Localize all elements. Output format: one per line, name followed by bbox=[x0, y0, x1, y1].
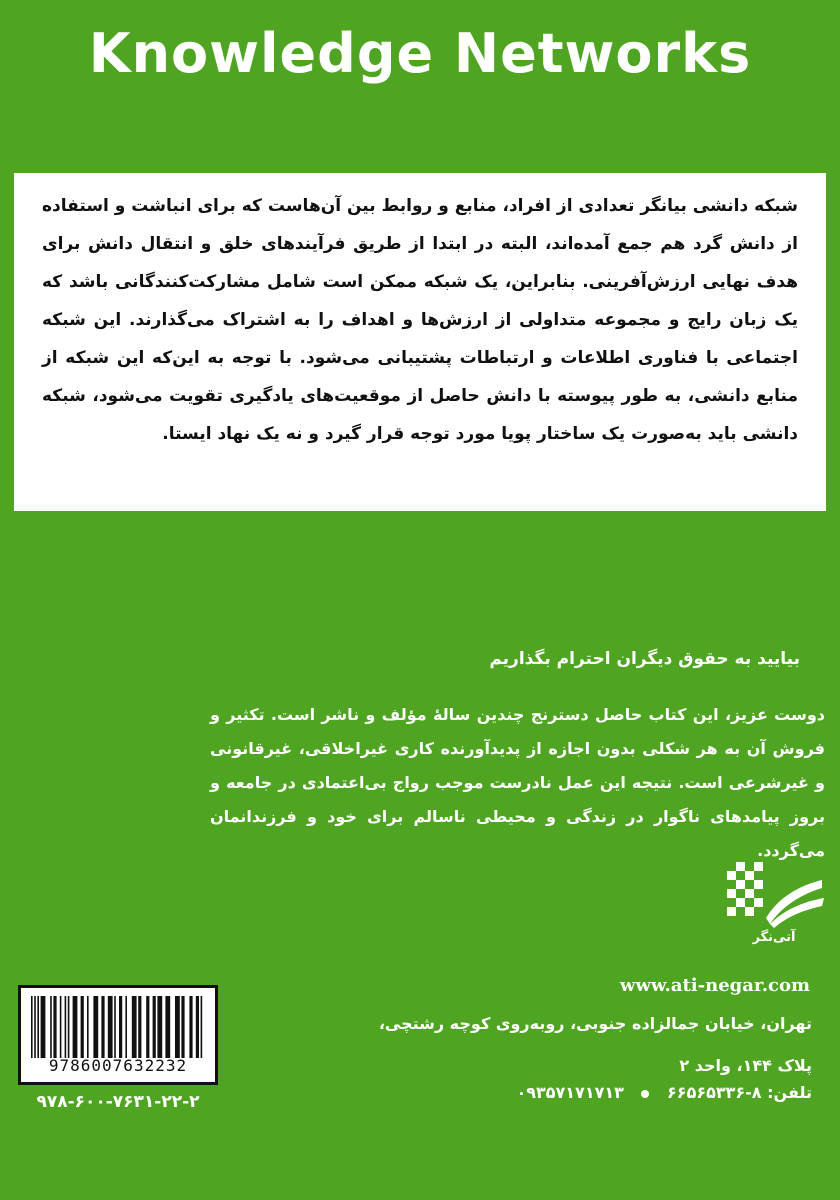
summary-text: شبکه دانشی بیانگر تعدادی از افراد، منابع و روابط بین آن‌هاست که برای انباشت و استفاده از دانش گرد هم جمع آمده‌اند، البته در ابتدا از طریق فرآیندهای خلق و انتقال دانش برای هدف نهایی ارزش‌آفرینی. بنابراین، یک شبکه ممکن است شامل مشارکت‌کنندگانی باشد که یک زبان رایج و مجموعه متداولی از ارزش‌ها و اهداف را به اشتراک می‌گذارند. این شبکه اجتماعی با فناوری اطلاعات و ارتباطات پشتیبانی می‌شود. با توجه به این‌که این شبکه از منابع دانشی، به طور پیوسته با دانش حاصل از موقعیت‌های یادگیری تقویت می‌شود، شبکه دانشی باید به‌صورت یک ساختار پویا مورد توجه قرار گیرد و نه یک نهاد ایستا. bbox=[42, 196, 798, 444]
separator-dot bbox=[641, 1090, 649, 1098]
phone-number-1: ۸-۶۶۵۶۵۳۳۶ bbox=[667, 1083, 762, 1102]
publisher-logo bbox=[718, 858, 830, 958]
barcode bbox=[18, 985, 218, 1085]
book-title: Knowledge Networks bbox=[88, 22, 752, 85]
phone-label: تلفن: bbox=[767, 1083, 812, 1102]
publisher-logo-text: آتی‌نگر bbox=[752, 930, 796, 945]
phone-number-2: ۰۹۳۵۷۱۷۱۷۱۳ bbox=[516, 1083, 624, 1102]
address-line-1: تهران، خیابان جمالزاده جنوبی، روبه‌روی کوچه رشتچی، bbox=[378, 1014, 812, 1033]
summary-panel bbox=[14, 173, 826, 511]
isbn-number: ۹۷۸-۶۰۰-۷۶۳۱-۲۲-۲ bbox=[36, 1092, 200, 1112]
publisher-address bbox=[300, 1003, 812, 1087]
publisher-website: www.ati-negar.com bbox=[619, 975, 810, 996]
barcode-bars bbox=[31, 996, 207, 1058]
barcode-digits: 9786007632232 bbox=[48, 1056, 188, 1075]
copyright-notice-heading: بیایید به حقوق دیگران احترام بگذاریم bbox=[489, 649, 800, 669]
address-line-2: پلاک ۱۴۴، واحد ۲ bbox=[679, 1056, 812, 1075]
publisher-phones bbox=[300, 1083, 812, 1102]
copyright-notice-body: دوست عزیز، این کتاب حاصل دسترنج چندین سالهٔ مؤلف و ناشر است. تکثیر و فروش آن به هر شکلی بدون اجازه از پدیدآورنده کاری غیراخلاقی، غیرقانونی و غیرشرعی است. نتیجه این عمل نادرست موجب رواج بی‌اعتمادی در جامعه و بروز پیامدهای ناگوار در زندگی و محیطی ناسالم برای خود و فرزندانمان می‌گردد. bbox=[210, 705, 825, 860]
